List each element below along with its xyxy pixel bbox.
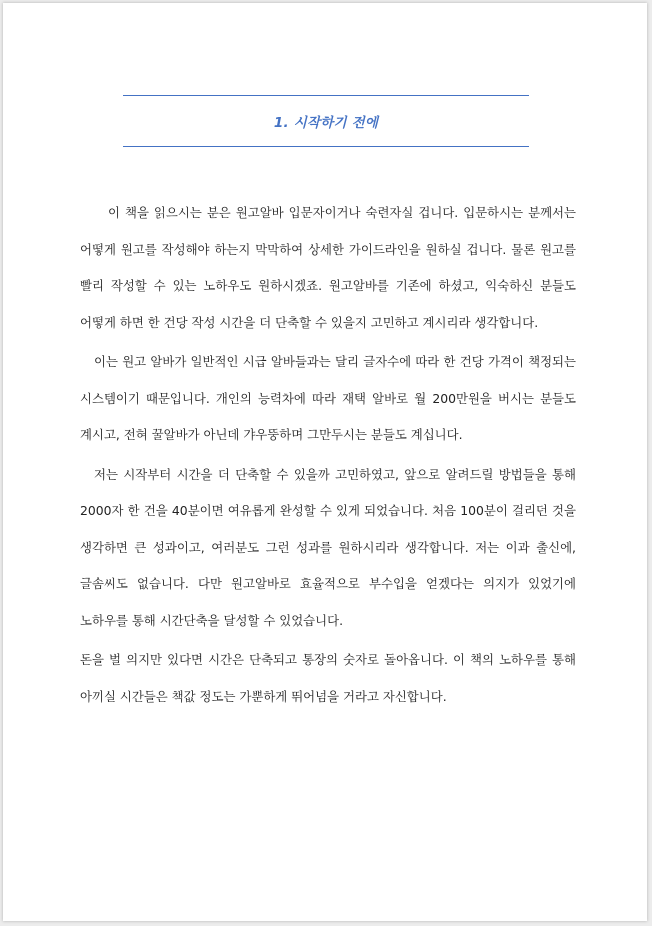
paragraph-4: 돈을 벌 의지만 있다면 시간은 단축되고 통장의 숫자로 돌아옵니다. 이 책의 노하우를 통해 아끼실 시간들은 책값 정도는 가뿐하게 뛰어넘을 거라고 자신합니다.: [80, 652, 576, 704]
paragraph-2: 이는 원고 알바가 일반적인 시급 알바들과는 달리 글자수에 따라 한 건당 가격이 책정되는 시스템이기 때문입니다. 개인의 능력차에 따라 재택 알바로 월 200만원을 버시는 분들도 계시고, 전혀 꿀알바가 아닌데 갸우뚱하며 그만두시는 분들도 계십니다.: [80, 354, 576, 442]
chapter-title: 1. 시작하기 전에: [273, 115, 379, 131]
chapter-heading: [123, 95, 529, 147]
paragraph-3: 저는 시작부터 시간을 더 단축할 수 있을까 고민하였고, 앞으로 알려드릴 방법들을 통해 2000자 한 건을 40분이면 여유롭게 완성할 수 있게 되었습니다. 처음 100분이 걸리던 것을 생각하면 큰 성과이고, 여러분도 그런 성과를 원하시리라 생각합니다. 저는 이과 출신에, 글솜씨도 없습니다. 다만 원고알바로 효율적으로 부수입을 얻겠다는 의지가 있었기에 노하우를 통해 시간단축을 달성할 수 있었습니다.: [80, 466, 576, 628]
paragraph-1: 이 책을 읽으시는 분은 원고알바 입문자이거나 숙련자실 겁니다. 입문하시는 분께서는 어떻게 원고를 작성해야 하는지 막막하여 상세한 가이드라인을 원하실 겁니다. 물론 원고를 빨리 작성할 수 있는 노하우도 원하시겠죠. 원고알바를 기존에 하셨고, 익숙하신 분들도 어떻게 하면 한 건당 작성 시간을 더 단축할 수 있을지 고민하고 계시리라 생각합니다.: [80, 205, 576, 330]
document-page: [3, 3, 647, 921]
body-text: [80, 195, 576, 715]
